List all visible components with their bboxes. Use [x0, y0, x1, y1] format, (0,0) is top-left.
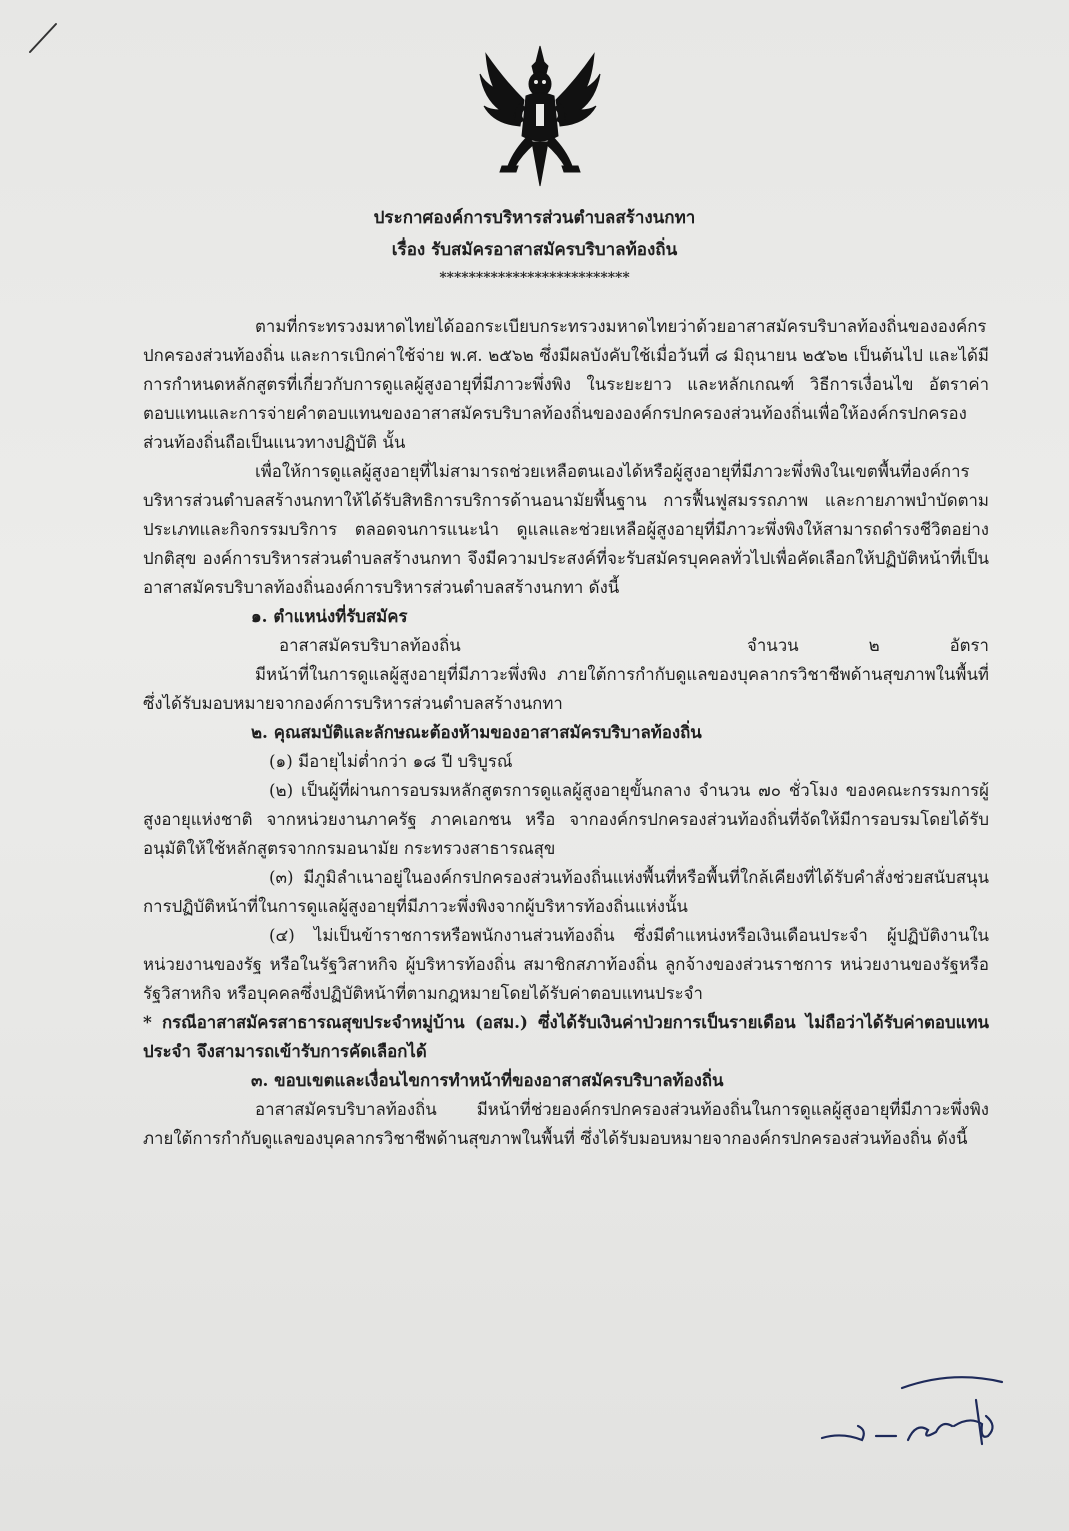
- position-line: [143, 631, 989, 660]
- handwritten-signature-icon: [812, 1360, 1012, 1460]
- qualification-item-3: (๓) มีภูมิลำเนาอยู่ในองค์กรปกครองส่วนท้องถิ่นแห่งพื้นที่หรือพื้นที่ใกล้เคียงที่ได้รับคำสั่งช่วยสนับสนุนการปฏิบัติหน้าที่ในการดูแลผู้สูงอายุที่มีภาวะพึ่งพิงจากผู้บริหารท้องถิ่นแห่งนั้น: [143, 867, 989, 916]
- announcement-subject: เรื่อง รับสมัครอาสาสมัครบริบาลท้องถิ่น: [391, 240, 678, 260]
- position-name: อาสาสมัครบริบาลท้องถิ่น: [279, 635, 461, 655]
- position-count: [747, 631, 989, 660]
- title-separator: **************************: [439, 270, 630, 286]
- intro-paragraph-2: เพื่อให้การดูแลผู้สูงอายุที่ไม่สามารถช่วยเหลือตนเองได้หรือผู้สูงอายุที่มีภาวะพึ่งพิงในเขตพื้นที่องค์การบริหารส่วนตำบลสร้างนกทาให้ได้รับสิทธิการบริการด้านอนามัยพื้นฐาน การฟื้นฟูสมรรถภาพ และกายภาพบำบัดตามประเภทและกิจกรรมบริการ ตลอดจนการแนะนำ ดูแลและช่วยเหลือผู้สูงอายุที่มีภาวะพึ่งพิงให้สามารถดำรงชีวิตอย่างปกติสุข องค์การบริหารส่วนตำบลสร้างนกทา จึงมีความประสงค์ที่จะรับสมัครบุคคลทั่วไปเพื่อคัดเลือกให้ปฏิบัติหน้าที่เป็นอาสาสมัครบริบาลท้องถิ่นองค์การบริหารส่วนตำบลสร้างนกทา ดังนี้: [143, 461, 989, 597]
- qualification-note: * กรณีอาสาสมัครสาธารณสุขประจำหมู่บ้าน (อสม.) ซึ่งได้รับเงินค่าป่วยการเป็นรายเดือน ไม่ถือว่าได้รับค่าตอบแทนประจำ จึงสามารถเข้ารับการคัดเลือกได้: [143, 1012, 989, 1061]
- count-label: จำนวน: [747, 635, 799, 655]
- section-2-heading: ๒. คุณสมบัติและลักษณะต้องห้ามของอาสาสมัครบริบาลท้องถิ่น: [251, 722, 702, 742]
- count-value: ๒: [868, 635, 880, 655]
- count-unit: อัตรา: [949, 635, 989, 655]
- qualification-item-4: (๔) ไม่เป็นข้าราชการหรือพนักงานส่วนท้องถิ่น ซึ่งมีตำแหน่งหรือเงินเดือนประจำ ผู้ปฏิบัติงานในหน่วยงานของรัฐ หรือในรัฐวิสาหกิจ ผู้บริหารท้องถิ่น สมาชิกสภาท้องถิ่น ลูกจ้างของส่วนราชการ หน่วยงานของรัฐหรือรัฐวิสาหกิจ หรือบุคคลซึ่งปฏิบัติหน้าที่ตามกฎหมายโดยได้รับค่าตอบแทนประจำ: [143, 925, 989, 1003]
- pen-mark-icon: [24, 18, 64, 58]
- section-1-heading: ๑. ตำแหน่งที่รับสมัคร: [251, 606, 408, 626]
- garuda-emblem-icon: [474, 40, 606, 190]
- qualification-item-2: (๒) เป็นผู้ที่ผ่านการอบรมหลักสูตรการดูแลผู้สูงอายุขั้นกลาง จำนวน ๗๐ ชั่วโมง ของคณะกรรมการผู้สูงอายุแห่งชาติ จากหน่วยงานภาครัฐ ภาคเอกชน หรือ จากองค์กรปกครองส่วนท้องถิ่นที่จัดให้มีการอบรมโดยได้รับอนุมัติให้ใช้หลักสูตรจากกรมอนามัย กระทรวงสาธารณสุข: [143, 780, 989, 858]
- announcement-title: ประกาศองค์การบริหารส่วนตำบลสร้างนกทา: [373, 208, 696, 228]
- section-3-heading: ๓. ขอบเขตและเงื่อนไขการทำหน้าที่ของอาสาสมัครบริบาลท้องถิ่น: [251, 1070, 724, 1090]
- qualification-item-1: (๑) มีอายุไม่ต่ำกว่า ๑๘ ปี บริบูรณ์: [269, 751, 513, 771]
- position-duty: มีหน้าที่ในการดูแลผู้สูงอายุที่มีภาวะพึ่งพิง ภายใต้การกำกับดูแลของบุคลากรวิชาชีพด้านสุขภาพในพื้นที่ ซึ่งได้รับมอบหมายจากองค์การบริหารส่วนตำบลสร้างนกทา: [143, 664, 989, 713]
- document-body: [143, 312, 989, 1153]
- intro-paragraph-1: ตามที่กระทรวงมหาดไทยได้ออกระเบียบกระทรวงมหาดไทยว่าด้วยอาสาสมัครบริบาลท้องถิ่นขององค์กรปกครองส่วนท้องถิ่น และการเบิกค่าใช้จ่าย พ.ศ. ๒๕๖๒ ซึ่งมีผลบังคับใช้เมื่อวันที่ ๘ มิถุนายน ๒๕๖๒ เป็นต้นไป และได้มีการกำหนดหลักสูตรที่เกี่ยวกับการดูแลผู้สูงอายุที่มีภาวะพึ่งพิง ในระยะยาว และหลักเกณฑ์ วิธีการเงื่อนไข อัตราค่าตอบแทนและการจ่ายคำตอบแทนของอาสาสมัครบริบาลท้องถิ่นขององค์กรปกครองส่วนท้องถิ่นเพื่อให้องค์กรปกครองส่วนท้องถิ่นถือเป็นแนวทางปฏิบัติ นั้น: [143, 316, 989, 452]
- section-3-text: อาสาสมัครบริบาลท้องถิ่น มีหน้าที่ช่วยองค์กรปกครองส่วนท้องถิ่นในการดูแลผู้สูงอายุที่มีภาวะพึ่งพิง ภายใต้การกำกับดูแลของบุคลากรวิชาชีพด้านสุขภาพในพื้นที่ ซึ่งได้รับมอบหมายจากองค์กรปกครองส่วนท้องถิ่น ดังนี้: [143, 1099, 989, 1148]
